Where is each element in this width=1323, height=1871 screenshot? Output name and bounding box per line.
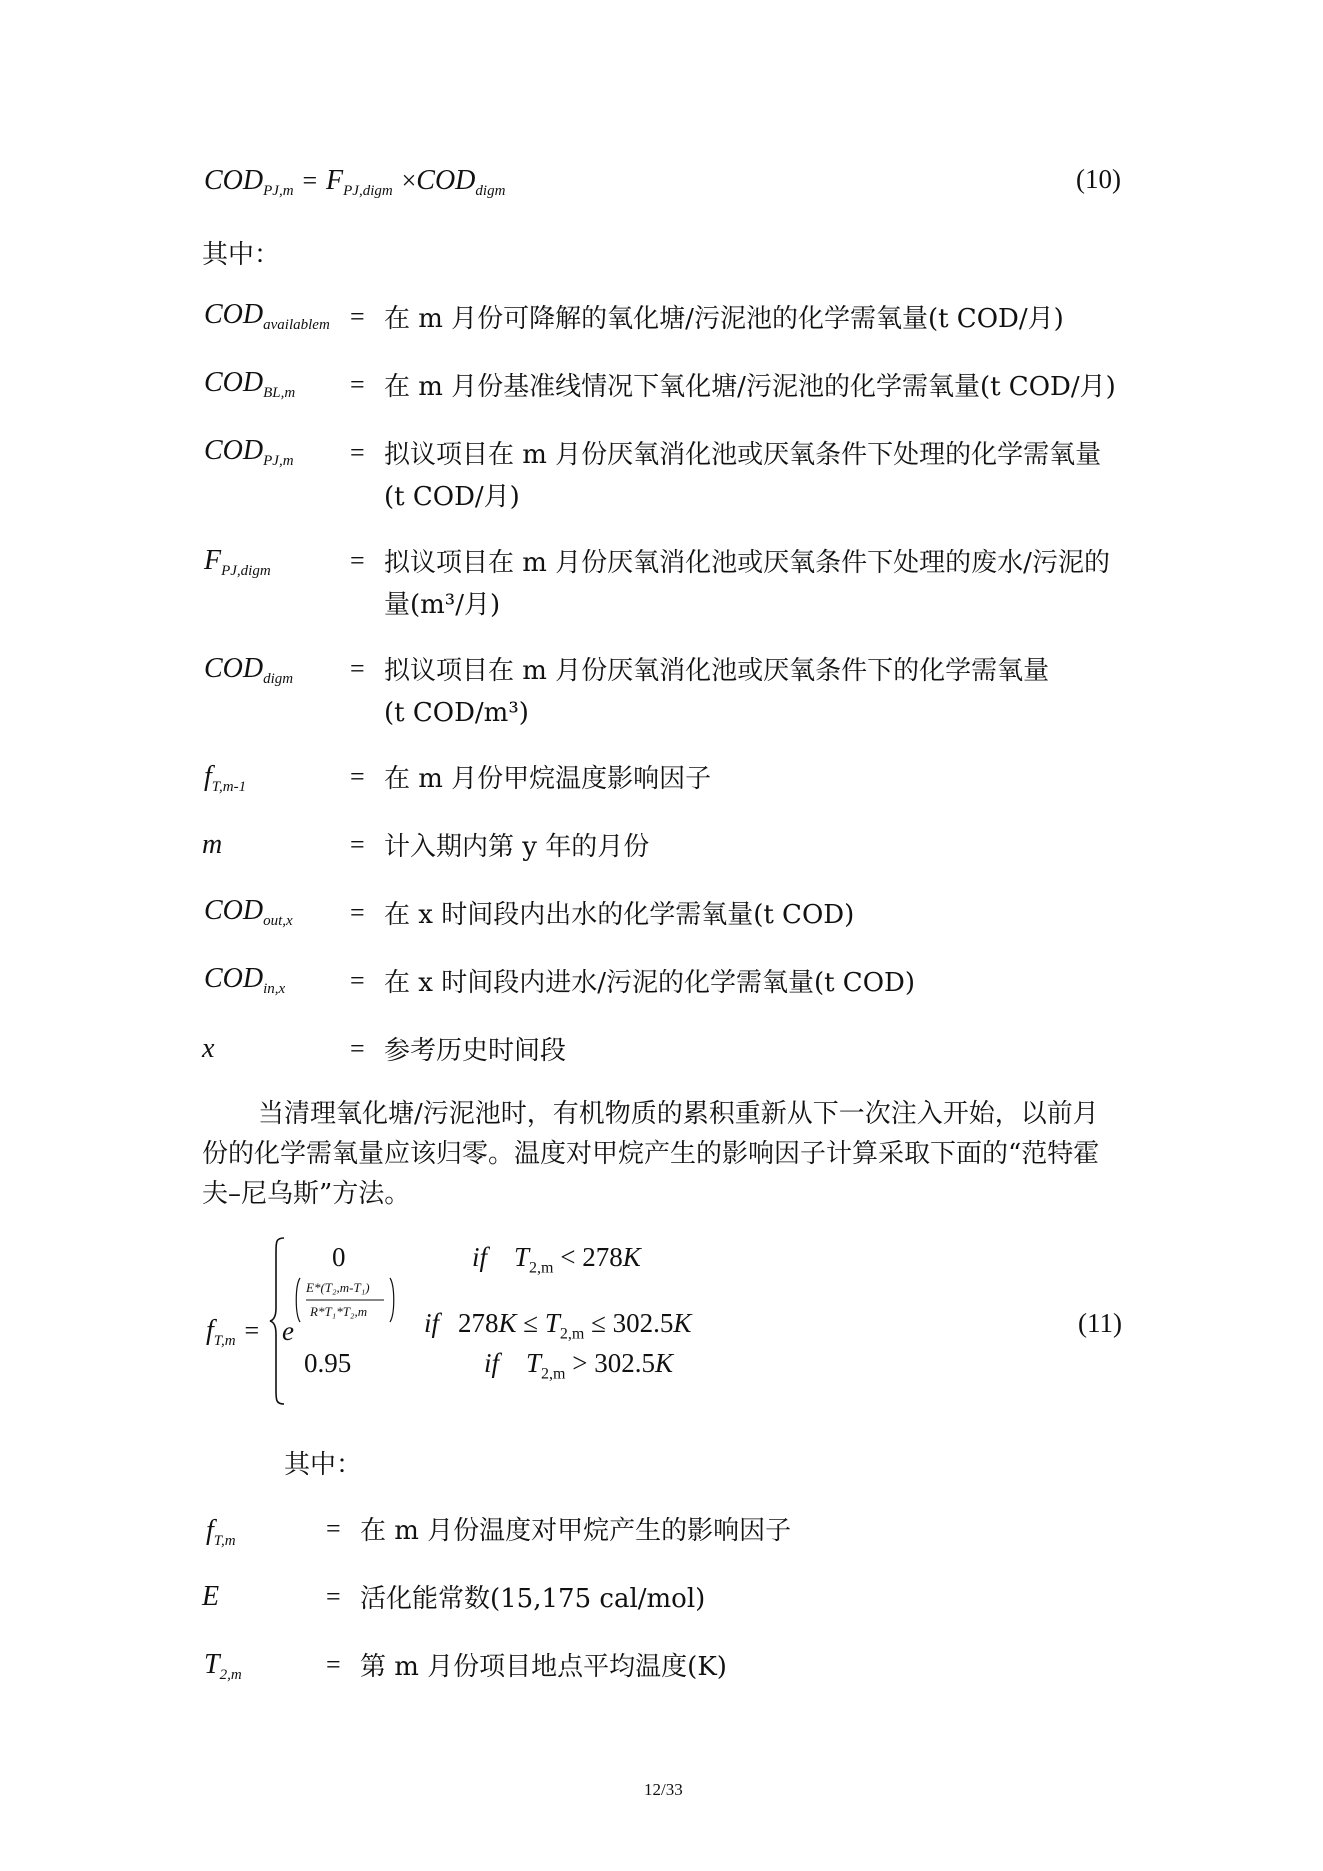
definition-sym-0: $COD_{availablem}$ — [204, 299, 330, 333]
paragraph-line-1: 当清理氧化塘/污泥池时，有机物质的累积重新从下一次注入开始，以前月 — [258, 1099, 1099, 1129]
definition-sym-4: $COD_{digm}$ — [204, 653, 294, 687]
definition-text-5: 在 m 月份甲烷温度影响因子 — [384, 764, 712, 794]
definition-text-1: 在 m 月份基准线情况下氧化塘/污泥池的化学需氧量(t COD/月) — [384, 372, 1116, 402]
definition-eq-4: = — [350, 654, 365, 683]
case3-if: if — [484, 1348, 500, 1378]
case1-value: 0 — [332, 1242, 346, 1272]
definition-eq-0: = — [350, 302, 365, 331]
definition-eq-7: = — [350, 898, 365, 927]
definition-sym-8: $COD_{in,x}$ — [204, 963, 286, 997]
case2-if: if — [424, 1308, 440, 1338]
definition2-text-1: 活化能常数(15,175 cal/mol) — [360, 1584, 706, 1614]
where-label: 其中： — [202, 240, 281, 270]
definition-sym-5: $f_{T,m-1}$ — [204, 761, 247, 795]
paragraph-line-3: 夫–尼乌斯”方法。 — [202, 1179, 411, 1209]
equation-11-number: (11) — [1078, 1308, 1122, 1338]
definition-sym-1: $COD_{BL,m}$ — [204, 367, 296, 401]
definition-eq-6: = — [350, 830, 365, 859]
definition-eq-1: = — [350, 370, 365, 399]
case2-exponent-denominator: R*T₁*T₂,m — [310, 1304, 368, 1319]
case1-condition: $T_{2,m} < 278K$ — [514, 1242, 641, 1277]
definition2-eq-0: = — [326, 1514, 341, 1543]
definition-text-9: 参考历史时间段 — [384, 1036, 567, 1066]
equation-10-number: (10) — [1076, 164, 1121, 194]
definition-text-0: 在 m 月份可降解的氧化塘/污泥池的化学需氧量(t COD/月) — [384, 304, 1064, 334]
definition-eq-8: = — [350, 966, 365, 995]
case3-value: 0.95 — [304, 1348, 352, 1378]
case2-exponent-numerator: E*(T₂,m-T₁) — [306, 1280, 370, 1295]
definition2-text-0: 在 m 月份温度对甲烷产生的影响因子 — [360, 1516, 792, 1546]
case2-condition: $278K \le T_{2,m} \le 302.5K$ — [458, 1308, 692, 1343]
definition-eq-9: = — [350, 1034, 365, 1063]
paragraph-line-2: 份的化学需氧量应该归零。温度对甲烷产生的影响因子计算采取下面的“范特霍 — [202, 1139, 1100, 1169]
definition-sym-9: x — [202, 1033, 215, 1064]
definition-text-8: 在 x 时间段内进水/污泥的化学需氧量(t COD) — [384, 968, 916, 998]
definition2-sym-2: $T_{2,m}$ — [204, 1649, 242, 1683]
definition-text-4: 拟议项目在 m 月份厌氧消化池或厌氧条件下的化学需氧量 — [384, 656, 1050, 686]
definition2-sym-1: E — [202, 1581, 220, 1612]
definition-sym-6: m — [202, 829, 223, 860]
definition-sym-3: $F_{PJ,digm}$ — [204, 545, 271, 579]
definition2-eq-1: = — [326, 1582, 341, 1611]
definition-eq-3: = — [350, 546, 365, 575]
definition-text2-4: (t COD/m³) — [384, 698, 529, 728]
definition-eq-5: = — [350, 762, 365, 791]
definition-sym-7: $COD_{out,x}$ — [204, 895, 293, 929]
equation-10: $COD_{PJ,m} = F_{PJ,digm} \times COD_{digm}$ — [204, 165, 506, 199]
definition-sym-2: $COD_{PJ,m}$ — [204, 435, 294, 469]
case3-condition: $T_{2,m} > 302.5K$ — [526, 1348, 673, 1383]
where-label-2: 其中： — [284, 1450, 363, 1480]
definition2-text-2: 第 m 月份项目地点平均温度(K) — [360, 1652, 727, 1682]
page-number: 12/33 — [644, 1780, 683, 1799]
definition-text-3: 拟议项目在 m 月份厌氧消化池或厌氧条件下处理的废水/污泥的 — [384, 548, 1110, 578]
definition-text2-3: 量(m³/月) — [384, 590, 501, 620]
definition-text-6: 计入期内第 y 年的月份 — [384, 832, 650, 862]
definition-text-7: 在 x 时间段内出水的化学需氧量(t COD) — [384, 900, 855, 930]
case1-if: if — [472, 1242, 488, 1272]
definition-text-2: 拟议项目在 m 月份厌氧消化池或厌氧条件下处理的化学需氧量 — [384, 440, 1102, 470]
definition-eq-2: = — [350, 438, 365, 467]
case2-base-e: e — [282, 1316, 294, 1346]
equation-11-lhs: $f_{T,m}$ = — [206, 1315, 260, 1349]
definition-text2-2: (t COD/月) — [384, 482, 520, 512]
definition2-eq-2: = — [326, 1650, 341, 1679]
definition2-sym-0: $f_{T,m}$ — [206, 1515, 236, 1549]
